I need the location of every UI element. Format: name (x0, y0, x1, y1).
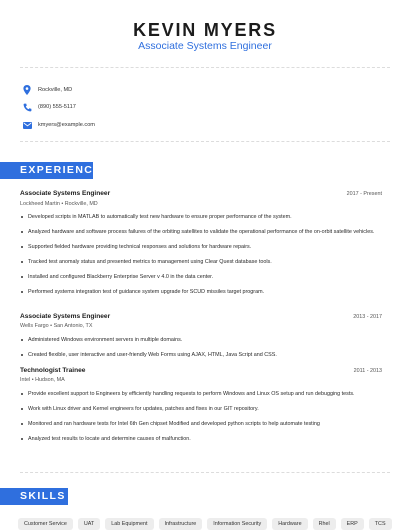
section-skills-header: SKILLS (0, 488, 68, 505)
divider-contact (20, 141, 390, 142)
contact-location-text: Rockville, MD (38, 87, 73, 93)
page-subtitle: Associate Systems Engineer (138, 40, 272, 52)
skill-tag: Information Security (207, 518, 267, 530)
job-sub-1: Lockheed Martin • Rockville, MD (20, 201, 98, 207)
mail-icon (22, 120, 32, 130)
job-bullets-2 (20, 336, 390, 359)
job-company-1: Lockheed Martin (20, 201, 60, 207)
job-title-2: Associate Systems Engineer (20, 313, 111, 320)
list-item: Provide excellent support to Engineers by efficiently handling requests to perform Windows and Linux OS setup and run debugging tests. (20, 390, 390, 398)
list-item: Created flexible, user interactive and user-friendly Web Forms using AJAX, HTML, Java Script and CSS. (20, 351, 390, 359)
divider-top (20, 67, 390, 68)
job-bullets-1 (20, 213, 390, 296)
skill-tag: TCS (369, 518, 392, 530)
job-location-3: Hudson, MA (35, 377, 65, 383)
job-dates-1: 2017 - Present (346, 191, 382, 197)
contact-location (22, 84, 72, 96)
list-item: Performed systems integration test of guidance system upgrade for SCUD missiles target program. (20, 288, 390, 296)
list-item: Developed scripts in MATLAB to automatically test new hardware to ensure proper performance of the system. (20, 213, 390, 221)
skill-tag: UAT (78, 518, 100, 530)
job-title-1: Associate Systems Engineer (20, 190, 111, 197)
job-bullets-3 (20, 390, 390, 443)
job-sub-3: Intel • Hudson, MA (20, 377, 65, 383)
section-experience-header: EXPERIENCE (0, 162, 93, 179)
job-title-3: Technologist Trainee (20, 367, 86, 374)
list-item: Tracked test anomaly status and presented metrics to management using Clear Quest database tools. (20, 258, 390, 266)
phone-icon (22, 102, 32, 112)
skill-tag: Hardware (272, 518, 307, 530)
job-location-1: Rockville, MD (64, 201, 98, 207)
page-name: KEVIN MYERS (133, 20, 277, 40)
job-company-2: Wells Fargo (20, 323, 49, 329)
job-dates-2: 2013 - 2017 (353, 314, 382, 320)
job-sub-2: Wells Fargo • San Antonio, TX (20, 323, 93, 329)
skill-tag: Infrastructure (159, 518, 203, 530)
job-company-3: Intel (20, 377, 31, 383)
skill-tag: Rhel (313, 518, 336, 530)
list-item: Work with Linux driver and Kernel engineers for updates, patches and fixes in our GIT repository. (20, 405, 390, 413)
list-item: Supported fielded hardware providing technical responses and solutions for hardware repairs. (20, 243, 390, 251)
divider-experience (20, 472, 390, 473)
list-item: Analyzed hardware and software process failures of the orbiting satellites to validate the operational performance of the on-orbit satellite vehicles. (20, 228, 390, 236)
list-item: Administered Windows environment servers in multiple domains. (20, 336, 390, 344)
location-pin-icon (22, 85, 32, 95)
skill-tag: ERP (341, 518, 364, 530)
list-item: Analyzed test results to locate and determine causes of malfunction. (20, 435, 390, 443)
list-item: Monitored and ran hardware tests for Intel 6th Gen chipset Modified and developed python scripts to help automate testing (20, 420, 390, 428)
skills-list (18, 518, 398, 530)
skill-tag: Lab Equipment (105, 518, 153, 530)
contact-email-text: kmyers@example.com (38, 122, 95, 128)
contact-email (22, 119, 95, 131)
job-dates-3: 2011 - 2013 (353, 368, 382, 374)
contact-phone (22, 101, 76, 113)
job-location-2: San Antonio, TX (53, 323, 93, 329)
contact-phone-text: (890) 555-5117 (38, 104, 76, 110)
skill-tag: Customer Service (18, 518, 73, 530)
list-item: Installed and configured Blackberry Enterprise Server v 4.0 in the data center. (20, 273, 390, 281)
